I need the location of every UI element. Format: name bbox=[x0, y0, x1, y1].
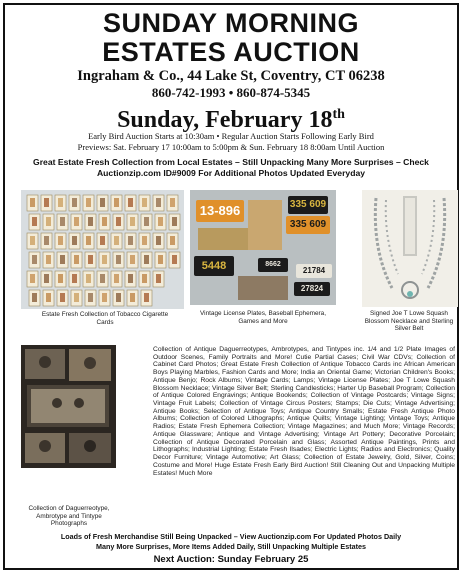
license-plate: 27824 bbox=[294, 282, 330, 296]
tobacco-card-figure bbox=[144, 293, 149, 302]
tobacco-card-figure bbox=[142, 198, 147, 207]
collection-highlight: Great Estate Fresh Collection from Local Estates – Still Unpacking Many More Surprises – Check Auctionzip.com ID#9009 For Additional Photos Updated Everyday bbox=[33, 157, 429, 178]
tobacco-card-figure bbox=[142, 236, 147, 245]
license-plate: 13-896 bbox=[196, 200, 244, 222]
license-plates-photo bbox=[190, 190, 336, 305]
tobacco-card-figure bbox=[88, 255, 93, 264]
license-plate: 335 609 bbox=[288, 196, 328, 214]
tobacco-card-figure bbox=[100, 274, 105, 283]
tobacco-cards-illustration bbox=[21, 190, 184, 309]
daguerreotypes-illustration bbox=[21, 345, 116, 468]
closing-line-2: Many More Surprises, More Items Added Daily, Still Unpacking Multiple Estates bbox=[96, 542, 366, 551]
tobacco-card-figure bbox=[114, 198, 119, 207]
tobacco-card-figure bbox=[172, 255, 177, 264]
tobacco-card-figure bbox=[130, 293, 135, 302]
tobacco-card-figure bbox=[88, 293, 93, 302]
auction-date-suffix: th bbox=[332, 107, 345, 122]
next-auction: Next Auction: Sunday February 25 bbox=[153, 554, 309, 565]
tobacco-card-figure bbox=[116, 255, 121, 264]
license-plate: 21784 bbox=[296, 264, 332, 278]
auction-date-main: Sunday, February 18 bbox=[117, 107, 333, 133]
tobacco-card-figure bbox=[114, 274, 119, 283]
tobacco-card-figure bbox=[58, 274, 63, 283]
tobacco-card-figure bbox=[142, 274, 147, 283]
tobacco-card-figure bbox=[128, 236, 133, 245]
tobacco-card-figure bbox=[114, 236, 119, 245]
tobacco-card-figure bbox=[156, 274, 161, 283]
tobacco-card-figure bbox=[156, 198, 161, 207]
tobacco-card-figure bbox=[128, 274, 133, 283]
tobacco-card-figure bbox=[130, 255, 135, 264]
tobacco-card-figure bbox=[102, 293, 107, 302]
phone-numbers: 860-742-1993 • 860-874-5345 bbox=[151, 85, 311, 100]
license-plate: 335 609 bbox=[286, 216, 330, 234]
tobacco-card-figure bbox=[128, 198, 133, 207]
tobacco-card-figure bbox=[86, 198, 91, 207]
tobacco-card-figure bbox=[72, 198, 77, 207]
tobacco-card-figure bbox=[30, 198, 35, 207]
tobacco-card-figure bbox=[44, 198, 49, 207]
tobacco-card-figure bbox=[88, 217, 93, 226]
tobacco-card-figure bbox=[144, 217, 149, 226]
tobacco-card-figure bbox=[30, 236, 35, 245]
tobacco-card-figure bbox=[58, 236, 63, 245]
tobacco-card-figure bbox=[46, 255, 51, 264]
baseball-card bbox=[238, 276, 288, 300]
tobacco-card-figure bbox=[60, 293, 65, 302]
tobacco-card-figure bbox=[116, 217, 121, 226]
tobacco-cards-photo bbox=[21, 190, 184, 309]
squash-blossom-necklace-photo bbox=[362, 190, 458, 307]
tobacco-card-figure bbox=[158, 255, 163, 264]
headline-line-1: SUNDAY MORNING bbox=[102, 8, 360, 38]
tobacco-card-figure bbox=[32, 293, 37, 302]
tobacco-card-figure bbox=[72, 236, 77, 245]
tobacco-card-figure bbox=[74, 217, 79, 226]
necklace-caption: Signed Joe T Lowe Squash Blossom Necklace and Sterling Silver Belt bbox=[364, 310, 454, 332]
baseball-card bbox=[248, 200, 282, 250]
tobacco-card-figure bbox=[170, 198, 175, 207]
license-plates-caption: Vintage License Plates, Baseball Ephemera, Games and More bbox=[200, 310, 326, 325]
closing-line-1: Loads of Fresh Merchandise Still Being Unpacked – View Auctionzip.com For Updated Photos Daily bbox=[60, 532, 402, 541]
preview-schedule: Previews: Sat. February 17 10:00am to 5:00pm & Sun. February 18 8:00am Until Auction bbox=[77, 142, 385, 152]
tobacco-card-figure bbox=[44, 236, 49, 245]
tobacco-card-figure bbox=[30, 274, 35, 283]
tobacco-card-figure bbox=[46, 293, 51, 302]
tobacco-card-figure bbox=[32, 217, 37, 226]
tobacco-card-figure bbox=[86, 236, 91, 245]
tobacco-card-figure bbox=[100, 236, 105, 245]
item-description: Collection of Antique Daguerreotypes, Ambrotypes, and Tintypes inc. 1/4 and 1/2 Plate Images of Outdoor Scenes, Family Portraits and More! Cutie Partial Cases; Civil War CDVs; Collection of Cabinet Card Photos; Great Estate Fresh Collection of Antique Tobacco Cards inc African American Boys Playing Marbles, Fashion Cards and More; India an Oriental Game; Victorian Children's Books; Antique Benjo; Rock Albums; Vintage Cards; Lamps; Vintage License Plates; Joe T Lowe Squash Blossom Necklace; Vintage Silver Belt; Sterling Candlesticks; Harter Up Baseball Program; Collection of Antique Colored Engravings; Antique Bookends; Collection of Vintage Postcards; Vintage Signs; Vintage Fruit Labels; Collection of Vintage Circus Posters; Stamps; Die Cuts; Vintage Advertising; Antique Books; Selection of Antique Toys; Antique Country Smalls; Estate Fresh Antique Photo Albums; Collection of Colored Lithographs; Antique Quilts; Vintage Lighting; Vintage Toys; Antique Radios; Estate Fresh Ephemera Collection; Vintage Magazines; and Much More; Vintage Records; Antique Glassware; Antique and Vintage Advertising; Vintage Art Pottery; Decorative Porcelain; Collection of Antique Decorated Porcelain and Glass; Assorted Antique Paintings, Prints and Lithographs; Industrial Lighting; Estate Fresh Ilsades; Electric Lights; Radios and Electronics; Quality Decor Furniture; Vintage Automotive; Art Glass; Collection of Estate Jewelry, Gold, Silver, Coins; Costume and More! Huge Estate Fresh Early Bird Auction! Still Cleaning Out and Unpacking Multiple Estates! Much More bbox=[153, 346, 455, 477]
tobacco-card-figure bbox=[158, 217, 163, 226]
auction-date bbox=[5, 102, 457, 133]
tobacco-card-figure bbox=[58, 198, 63, 207]
tobacco-card-figure bbox=[130, 217, 135, 226]
early-bird-schedule: Early Bird Auction Starts at 10:30am • Regular Auction Starts Following Early Bird bbox=[88, 131, 374, 141]
ephemera-item bbox=[198, 228, 248, 250]
tobacco-card-figure bbox=[102, 255, 107, 264]
tobacco-card-figure bbox=[46, 217, 51, 226]
tobacco-card-figure bbox=[100, 198, 105, 207]
company-address: Ingraham & Co., 44 Lake St, Coventry, CT 06238 bbox=[77, 68, 385, 84]
auction-advertisement bbox=[3, 3, 459, 570]
tobacco-card-figure bbox=[72, 274, 77, 283]
tobacco-card-figure bbox=[116, 293, 121, 302]
headline-line-2: ESTATES AUCTION bbox=[102, 37, 360, 67]
tobacco-card-figure bbox=[32, 255, 37, 264]
tobacco-card-figure bbox=[74, 255, 79, 264]
tobacco-card-figure bbox=[102, 217, 107, 226]
tobacco-card-figure bbox=[156, 236, 161, 245]
tobacco-card-figure bbox=[60, 217, 65, 226]
tobacco-card-figure bbox=[74, 293, 79, 302]
license-plate: 8662 bbox=[258, 258, 288, 272]
tobacco-card-figure bbox=[172, 217, 177, 226]
daguerreotypes-caption: Collection of Daguerreotype, Ambrotype and Tintype Photographs bbox=[28, 505, 110, 527]
tobacco-card-figure bbox=[170, 236, 175, 245]
tobacco-card-figure bbox=[44, 274, 49, 283]
necklace-illustration bbox=[362, 190, 458, 307]
tobacco-card-figure bbox=[60, 255, 65, 264]
license-plate: 5448 bbox=[194, 256, 234, 276]
daguerreotypes-photo bbox=[21, 345, 116, 468]
tobacco-card-figure bbox=[144, 255, 149, 264]
tobacco-cards-caption: Estate Fresh Collection of Tobacco Cigarette Cards bbox=[41, 311, 169, 326]
tobacco-card-figure bbox=[86, 274, 91, 283]
